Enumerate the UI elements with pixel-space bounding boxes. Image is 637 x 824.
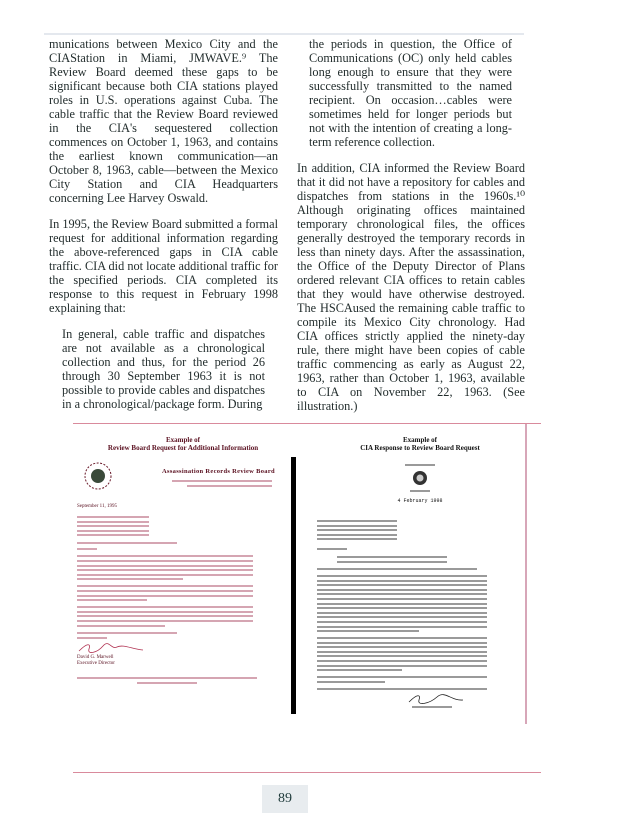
block-quote: the periods in question, the Office of Communications (OC) only held cables long enough to ensure that they were successfully transmitted to the named recipient. On occasion…cables were sometimes held for longer periods but not with the intention of creating a long-term reference collection. [309, 37, 512, 149]
signer-name: David G. Marwell [77, 655, 114, 661]
letter-title: CIA Response to Review Board Request [360, 444, 480, 452]
block-quote: In general, cable traffic and dispatches are not available as a chronological collection and thus, for the period 26 through 30 September 1963 it is not possible to provide cables and dispatches in a chronological/package form. During [62, 327, 265, 411]
cia-seal-icon [412, 470, 428, 486]
signer-title: Executive Director [77, 661, 115, 667]
letter-title: Example of [165, 436, 201, 444]
left-column [49, 37, 278, 413]
letter-date: 4 February 1998 [397, 498, 443, 504]
text-columns [49, 37, 525, 413]
body-paragraph: In addition, CIA informed the Review Board that it did not have a repository for cables and dispatches from stations in the 1960s.¹⁰ Although originating offices maintained temporary chronological files, the offices generally destroyed the temporary records in less than ninety days. After the assassination, the Office of the Deputy Director of Plans ordered relevant CIA offices to retain cables that they would have otherwise destroyed. The HSCAused the remaining cable traffic to compile its Mexico City chronology. Had CIA offices strictly applied the ninety-day rule, there might have been copies of cable traffic commencing as early as August 22, 1963, rather than October 1, 1963, available to CIA on November 22, 1963. (See illustration.) [297, 161, 525, 413]
letter-title: Review Board Request for Additional Information [107, 444, 259, 452]
page-edge [525, 424, 527, 724]
page-number: 89 [262, 785, 308, 813]
right-letter [317, 436, 523, 711]
body-paragraph: munications between Mexico City and the CIAStation in Miami, JMWAVE.⁹ The Review Board deemed these gaps to be significant because both CIA stations played roles in U.S. operations against Cuba. The cable traffic that the Review Board reviewed in the CIA's sequestered collection commences on October 1, 1963, and contains the earliest known communication—an October 8, 1963, cable—between the Mexico City Station and CIA Headquarters concerning Lee Harvey Oswald. [49, 37, 278, 205]
org-name: Assassination Records Review Board [162, 468, 275, 475]
body-paragraph: In 1995, the Review Board submitted a formal request for additional information regarding the above-referenced gaps in CIA cable traffic. CIA did not locate additional traffic for the specified periods. CIA completed its response to this request in February 1998 explaining that: [49, 217, 279, 315]
signature [77, 641, 147, 655]
right-column [297, 37, 525, 413]
seal-icon [84, 462, 112, 490]
header-rule [44, 33, 524, 35]
divider-bar [291, 457, 296, 714]
letter-title: Example of [402, 436, 438, 444]
left-letter [77, 436, 289, 686]
illustration [73, 423, 541, 773]
signature [407, 692, 467, 706]
letter-date: September 11, 1995 [77, 504, 117, 509]
